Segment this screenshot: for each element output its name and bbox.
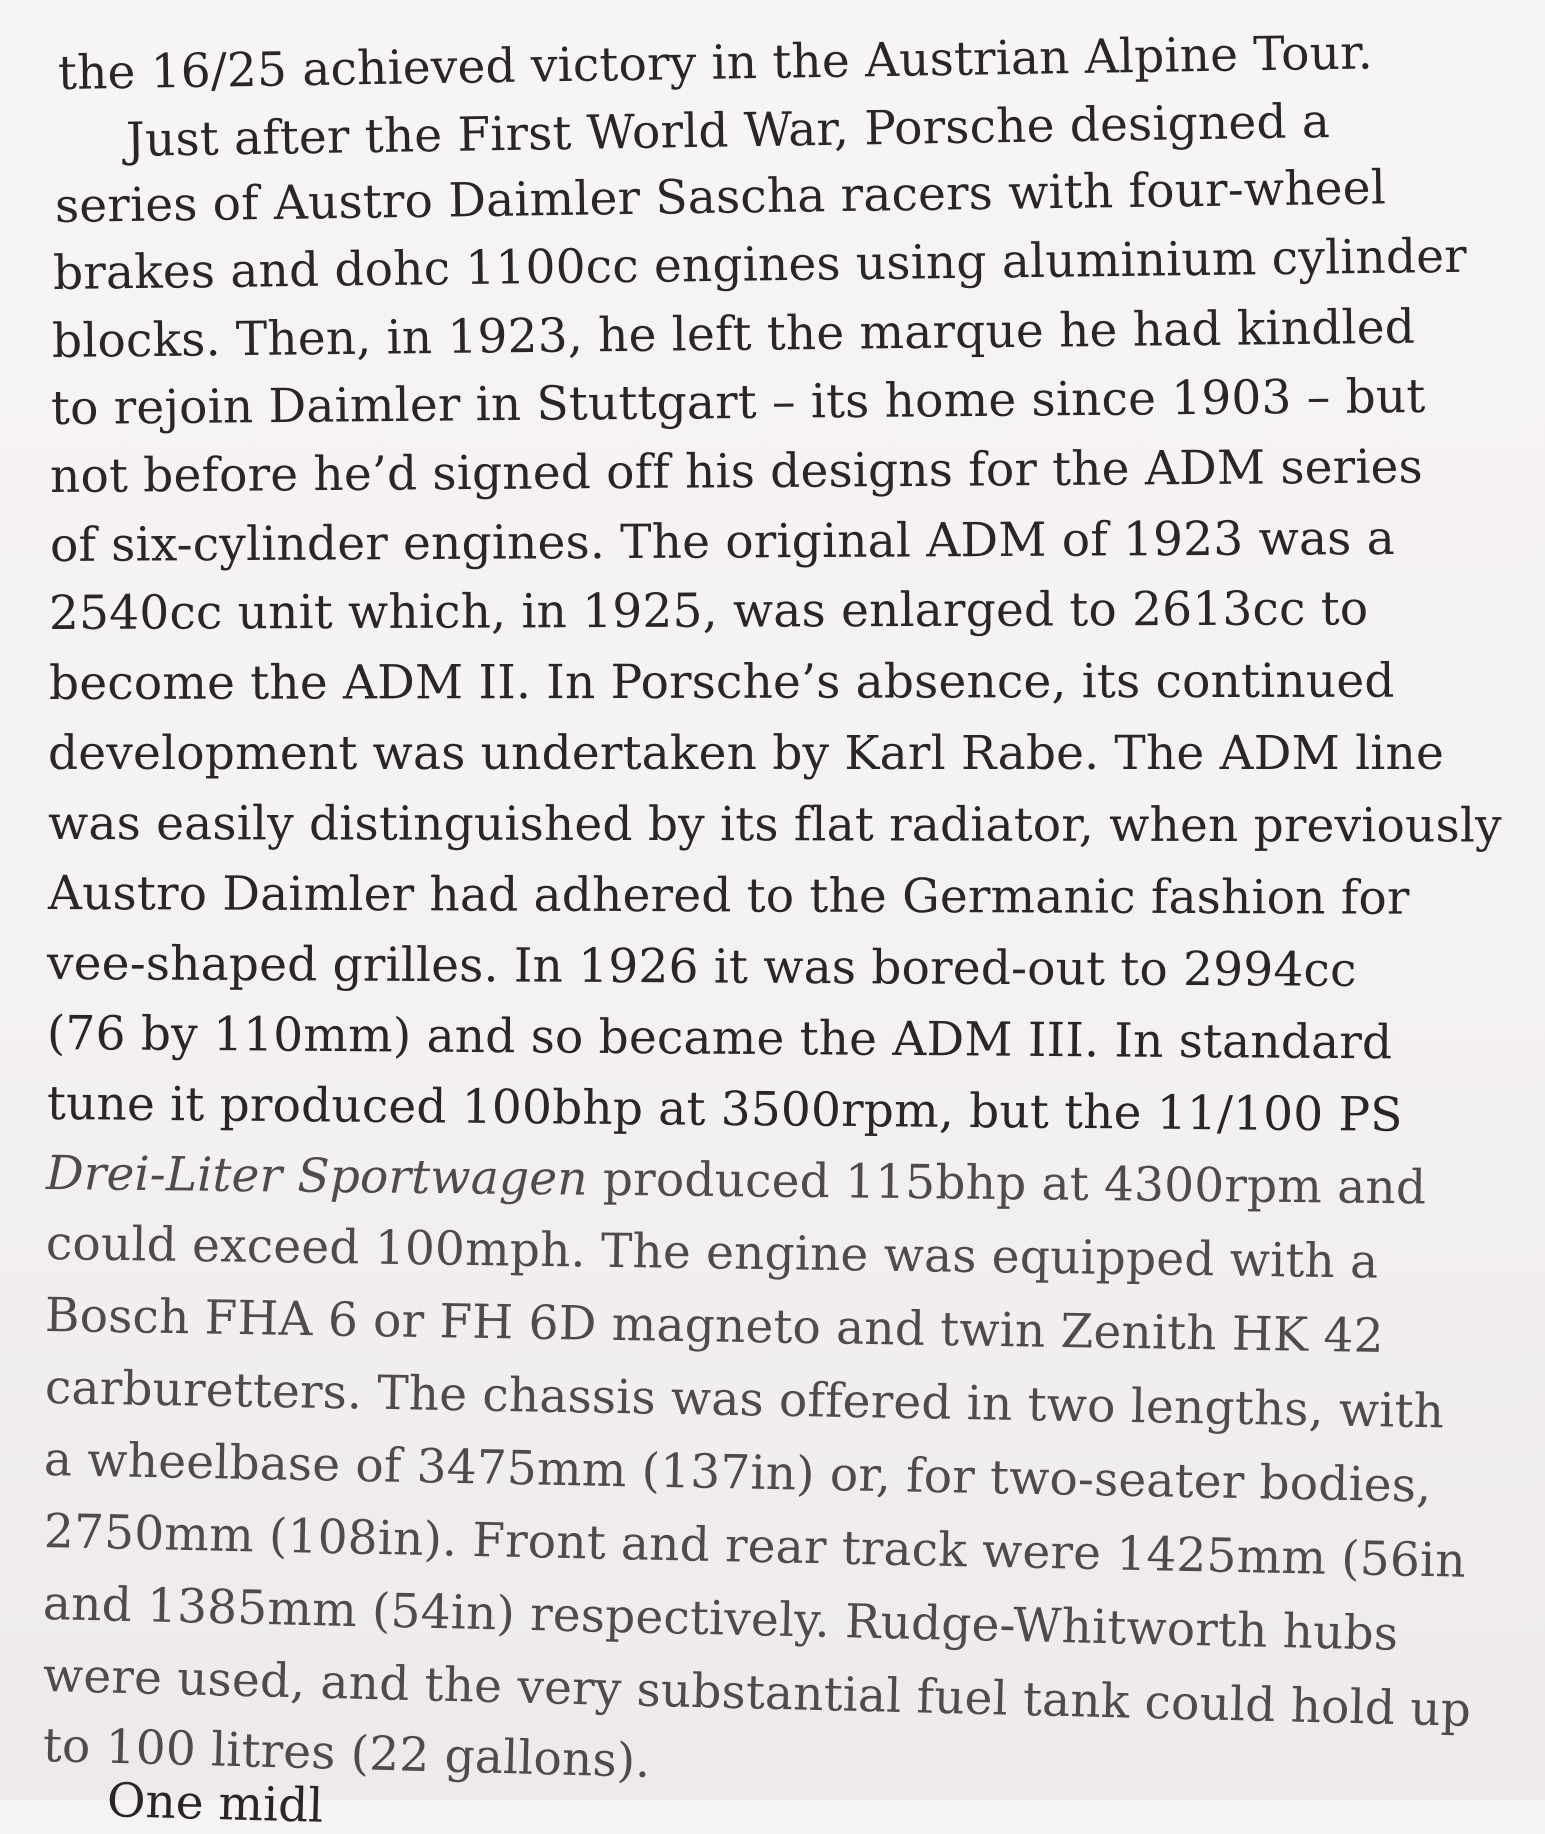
text-line: Bosch FHA 6 or FH 6D magneto and twin Zenith HK 42: [44, 1288, 1385, 1365]
text-line: of six-cylinder engines. The original ADM of 1923 was a: [49, 510, 1396, 573]
text-line: blocks. Then, in 1923, he left the marque he had kindled: [51, 299, 1416, 369]
paragraph-start: Just after the First World War, Porsche designed a: [125, 94, 1331, 168]
text-line: development was undertaken by Karl Rabe. The ADM line: [48, 726, 1445, 781]
text-line: become the ADM II. In Porsche’s absence, its continued: [48, 653, 1395, 711]
text-line: Austro Daimler had adhered to the Germanic fashion for: [47, 866, 1410, 926]
line-continuation: produced 115bhp at 4300rpm and: [587, 1151, 1427, 1216]
cut-off-line: One midl: [106, 1773, 324, 1834]
text-line: not before he’d signed off his designs for the ADM series: [49, 439, 1424, 504]
text-line: [45, 1146, 1427, 1216]
text-line: carburetters. The chassis was offered in two lengths, with: [44, 1360, 1445, 1440]
italic-model-name: Drei-Liter Sportwagen: [45, 1146, 589, 1207]
text-line: vee-shaped grilles. In 1926 it was bored-out to 2994cc: [46, 936, 1357, 998]
text-line: the 16/25 achieved victory in the Austrian Alpine Tour.: [57, 25, 1374, 101]
text-line: 2750mm (108in). Front and rear track were 1425mm (56in: [43, 1504, 1467, 1589]
text-line: (76 by 110mm) and so became the ADM III. In standard: [46, 1006, 1393, 1071]
text-line: tune it produced 100bhp at 3500rpm, but the 11/100 PS: [46, 1076, 1403, 1143]
text-line: could exceed 100mph. The engine was equipped with a: [45, 1216, 1379, 1290]
text-line: to rejoin Daimler in Stuttgart – its home since 1903 – but: [50, 369, 1426, 436]
text-line: was easily distinguished by its flat radiator, when previously: [47, 796, 1502, 854]
text-line: [58, 94, 1331, 168]
text-line: were used, and the very substantial fuel tank could hold up: [42, 1648, 1472, 1738]
text-line: to 100 litres (22 gallons).: [42, 1718, 652, 1789]
text-line: and 1385mm (54in) respectively. Rudge-Whitworth hubs: [42, 1576, 1399, 1662]
text-line: series of Austro Daimler Sascha racers with four-wheel: [54, 160, 1387, 234]
text-line: 2540cc unit which, in 1925, was enlarged to 2613cc to: [48, 581, 1369, 641]
text-line: brakes and dohc 1100cc engines using aluminium cylinder: [52, 228, 1468, 301]
text-line: a wheelbase of 3475mm (137in) or, for two-seater bodies,: [43, 1432, 1432, 1514]
